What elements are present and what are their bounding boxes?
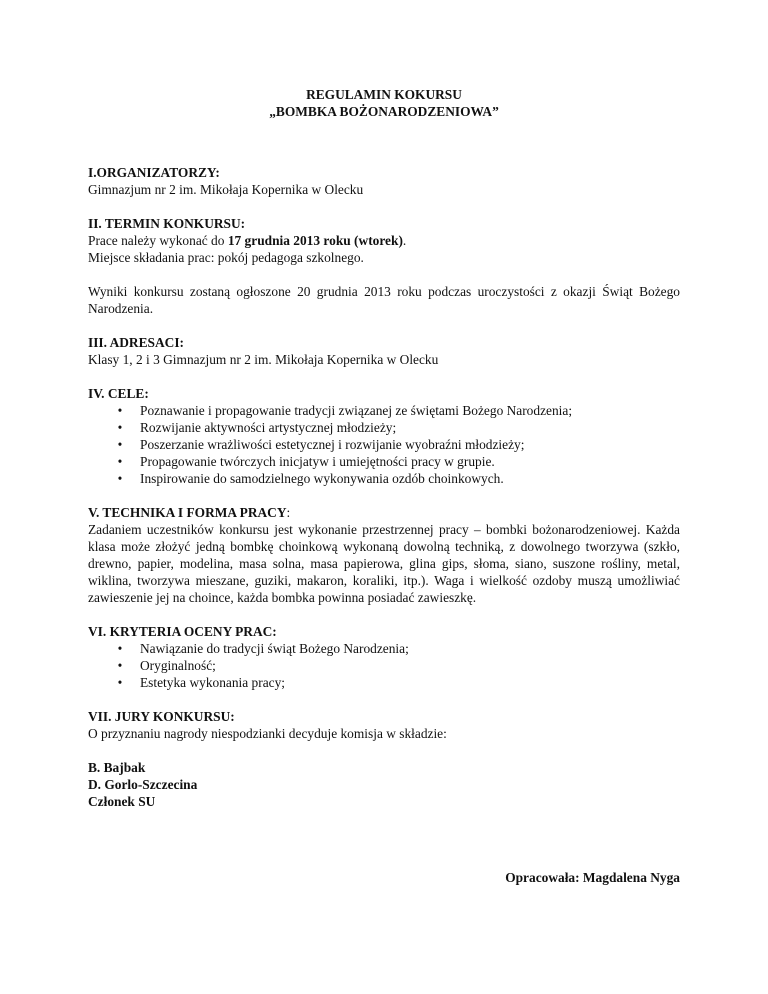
- bullet-icon: •: [117, 675, 123, 690]
- list-item: [117, 419, 680, 436]
- section-heading-organizers: I.ORGANIZATORZY:: [88, 165, 220, 180]
- list-item-text: Propagowanie twórczych inicjatyw i umiejętności pracy w grupie.: [140, 454, 495, 469]
- term-deadline-date: 17 grudnia 2013 roku (wtorek): [227, 233, 403, 248]
- list-item-text: Nawiązanie do tradycji świąt Bożego Narodzenia;: [140, 641, 409, 656]
- section-criteria: [88, 623, 680, 691]
- bullet-icon: •: [117, 437, 123, 452]
- addressees-text: Klasy 1, 2 i 3 Gimnazjum nr 2 im. Mikołaja Kopernika w Olecku: [88, 352, 439, 367]
- jury-member: Członek SU: [88, 794, 156, 809]
- list-item-text: Oryginalność;: [140, 658, 216, 673]
- jury-text: O przyznaniu nagrody niespodzianki decyduje komisja w składzie:: [88, 726, 447, 741]
- list-item: [117, 657, 680, 674]
- list-item: [117, 453, 680, 470]
- term-deadline-post: .: [402, 233, 407, 248]
- bullet-icon: •: [117, 454, 123, 469]
- technique-heading-colon: :: [286, 505, 291, 520]
- section-heading-criteria: VI. KRYTERIA OCENY PRAC:: [88, 624, 277, 639]
- list-item: [117, 674, 680, 691]
- title-line-1: REGULAMIN KOKURSU: [306, 87, 462, 102]
- section-addressees: [88, 334, 680, 368]
- title-line-2: „BOMBKA BOŻONARODZENIOWA”: [269, 104, 499, 119]
- section-goals: [88, 385, 680, 487]
- list-item-text: Rozwijanie aktywności artystycznej młodzieży;: [140, 420, 397, 435]
- section-organizers: [88, 164, 680, 198]
- bullet-icon: •: [117, 641, 123, 656]
- bullet-icon: •: [117, 471, 123, 486]
- section-heading-technique: [88, 504, 680, 521]
- bullet-icon: •: [117, 658, 123, 673]
- jury-member: D. Gorlo-Szczecina: [88, 777, 198, 792]
- term-deadline-pre: Prace należy wykonać do: [88, 233, 228, 248]
- section-jury: [88, 708, 680, 810]
- technique-heading-text: V. TECHNIKA I FORMA PRACY: [88, 505, 287, 520]
- list-item: [117, 436, 680, 453]
- results-text: Wyniki konkursu zostaną ogłoszone 20 grudnia 2013 roku podczas uroczystości z okazji Świąt Bożego Narodzenia.: [88, 284, 680, 316]
- section-heading-goals: IV. CELE:: [88, 386, 149, 401]
- section-technique: [88, 504, 680, 606]
- jury-member: B. Bajbak: [88, 760, 146, 775]
- list-item-text: Poznawanie i propagowanie tradycji związanej ze świętami Bożego Narodzenia;: [140, 403, 573, 418]
- criteria-list: [88, 640, 680, 691]
- organizers-text: Gimnazjum nr 2 im. Mikołaja Kopernika w Olecku: [88, 182, 364, 197]
- list-item-text: Estetyka wykonania pracy;: [140, 675, 286, 690]
- list-item-text: Inspirowanie do samodzielnego wykonywania ozdób choinkowych.: [140, 471, 504, 486]
- list-item: [117, 640, 680, 657]
- section-results: [88, 283, 680, 317]
- section-heading-jury: VII. JURY KONKURSU:: [88, 709, 235, 724]
- section-heading-addressees: III. ADRESACI:: [88, 335, 184, 350]
- term-place: Miejsce składania prac: pokój pedagoga szkolnego.: [88, 250, 364, 265]
- technique-text: Zadaniem uczestników konkursu jest wykonanie przestrzennej pracy – bombki bożonarodzeniowej. Każda klasa może złożyć jedną bombkę choinkową wykonaną dowolną techniką, z dowolnego tworzywa (szkło, drewno, papier, modelina, masa solna, masa papierowa, glina gips, słoma, siano, suszone rośliny, metal, wiklina, tworzywa mieszane, guziki, makaron, koraliki, itp.). Waga i wielkość ozdoby muszą umożliwiać zawieszenie jej na choince, każda bombka powinna posiadać zawieszkę.: [88, 522, 680, 605]
- bullet-icon: •: [117, 420, 123, 435]
- section-term: [88, 215, 680, 266]
- term-deadline: [88, 232, 680, 249]
- author-signature: Opracowała: Magdalena Nyga: [505, 870, 680, 885]
- document-title: [88, 86, 680, 120]
- list-item-text: Poszerzanie wrażliwości estetycznej i rozwijanie wyobraźni młodzieży;: [140, 437, 525, 452]
- document-body: [88, 86, 680, 827]
- bullet-icon: •: [117, 403, 123, 418]
- list-item: [117, 402, 680, 419]
- section-heading-term: II. TERMIN KONKURSU:: [88, 216, 246, 231]
- list-item: [117, 470, 680, 487]
- jury-members: [88, 759, 680, 810]
- goals-list: [88, 402, 680, 487]
